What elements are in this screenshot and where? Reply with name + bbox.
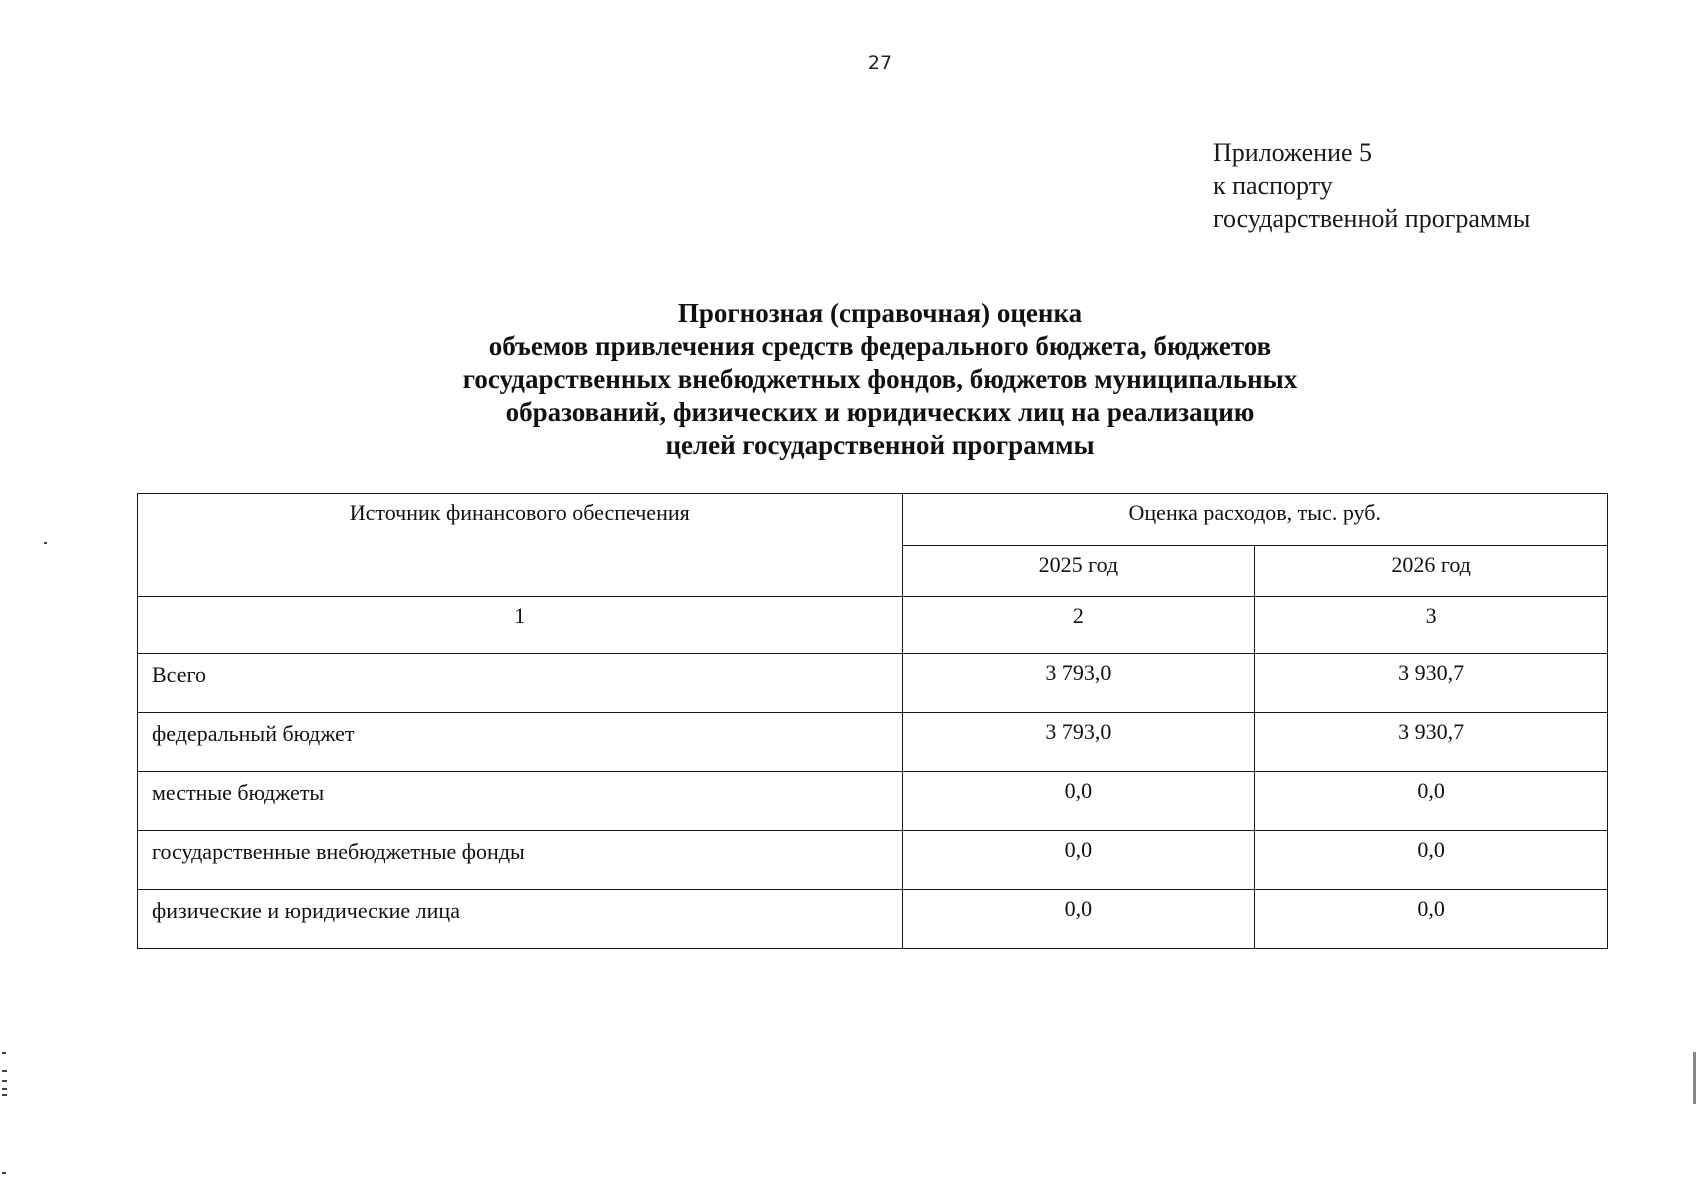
table-row: [138, 890, 1608, 949]
table-header-row: [138, 494, 1608, 546]
scan-mark: [2, 1052, 6, 1054]
column-number: 1: [138, 597, 903, 654]
column-number: 2: [902, 597, 1255, 654]
row-value-2025: 3 793,0: [902, 713, 1255, 772]
scan-mark: [2, 1088, 7, 1090]
scan-mark: [2, 1172, 6, 1174]
table-row: [138, 772, 1608, 831]
title-line: образований, физических и юридических лиц на реализацию: [505, 397, 1255, 427]
scan-mark: [2, 1080, 7, 1082]
table-row: [138, 713, 1608, 772]
row-source: государственные внебюджетные фонды: [138, 831, 903, 890]
column-number-row: [138, 597, 1608, 654]
page-number: 27: [867, 52, 893, 74]
row-source: федеральный бюджет: [138, 713, 903, 772]
row-value-2026: 0,0: [1255, 890, 1608, 949]
header-source: Источник финансового обеспечения: [138, 494, 903, 597]
row-value-2025: 0,0: [902, 772, 1255, 831]
table-row: [138, 831, 1608, 890]
appendix-line: государственной программы: [1213, 204, 1531, 233]
appendix-note: [1213, 136, 1530, 235]
scan-mark: [2, 1070, 7, 1072]
table-row: [138, 654, 1608, 713]
row-value-2026: 0,0: [1255, 772, 1608, 831]
title-line: государственных внебюджетных фондов, бюджетов муниципальных: [462, 364, 1298, 394]
header-year-2026: 2026 год: [1255, 545, 1608, 597]
row-value-2026: 0,0: [1255, 831, 1608, 890]
appendix-line: к паспорту: [1213, 171, 1333, 200]
title-line: объемов привлечения средств федерального бюджета, бюджетов: [488, 331, 1272, 361]
scan-mark: [1693, 1052, 1696, 1104]
row-value-2026: 3 930,7: [1255, 713, 1608, 772]
scan-mark: [2, 1094, 7, 1096]
row-value-2025: 3 793,0: [902, 654, 1255, 713]
row-value-2026: 3 930,7: [1255, 654, 1608, 713]
scan-mark: [44, 542, 47, 544]
row-source: местные бюджеты: [138, 772, 903, 831]
title-line: целей государственной программы: [665, 430, 1095, 460]
appendix-line: Приложение 5: [1213, 138, 1373, 167]
row-value-2025: 0,0: [902, 831, 1255, 890]
title-line: Прогнозная (справочная) оценка: [677, 298, 1083, 328]
row-source: физические и юридические лица: [138, 890, 903, 949]
header-expense-estimate: Оценка расходов, тыс. руб.: [902, 494, 1608, 546]
document-title: [300, 297, 1460, 462]
row-value-2025: 0,0: [902, 890, 1255, 949]
funding-table: [137, 493, 1608, 949]
row-source: Всего: [138, 654, 903, 713]
column-number: 3: [1255, 597, 1608, 654]
header-year-2025: 2025 год: [902, 545, 1255, 597]
